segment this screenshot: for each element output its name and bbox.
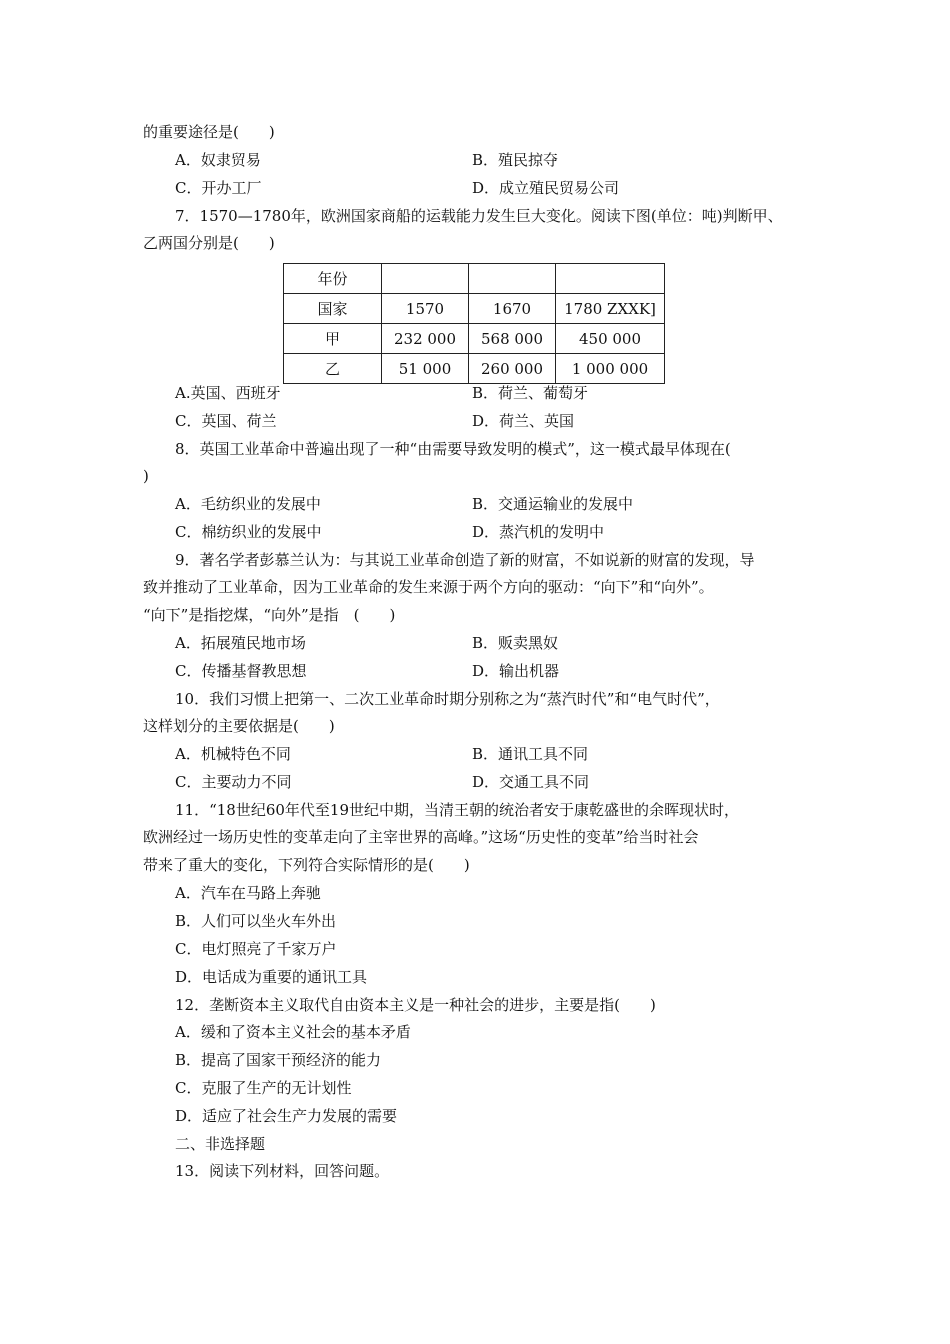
q12-stem-line1: 12．垄断资本主义取代自由资本主义是一种社会的进步，主要是指( )	[175, 996, 656, 1014]
q10-stem-line2: 这样划分的主要依据是( )	[143, 717, 335, 735]
q8-option-d: D．蒸汽机的发明中	[472, 523, 605, 541]
q7-data-table	[283, 263, 665, 384]
q9-stem-line1: 9．著名学者彭慕兰认为：与其说工业革命创造了新的财富，不如说新的财富的发现，导	[175, 551, 755, 569]
q9-option-d: D．输出机器	[472, 662, 560, 680]
q9-stem-line3: “向下”是指挖煤，“向外”是指 ( )	[143, 606, 396, 624]
table-cell: 232 000	[382, 324, 469, 354]
q8-stem-line1: 8．英国工业革命中普遍出现了一种“由需要导致发明的模式”，这一模式最早体现在(	[175, 440, 731, 458]
table-row	[284, 354, 665, 384]
q9-option-b: B．贩卖黑奴	[472, 634, 559, 652]
q9-option-a: A．拓展殖民地市场	[175, 634, 306, 652]
q11-option-b: B．人们可以坐火车外出	[175, 912, 337, 930]
q10-option-c: C．主要动力不同	[175, 773, 292, 791]
table-header-year: 年份	[284, 264, 382, 294]
q9-stem-line2: 致并推动了工业革命，因为工业革命的发生来源于两个方向的驱动：“向下”和“向外”。	[143, 578, 714, 596]
table-cell	[469, 264, 556, 294]
table-cell: 260 000	[469, 354, 556, 384]
q6-option-d: D．成立殖民贸易公司	[472, 179, 620, 197]
q13-stem: 13．阅读下列材料，回答问题。	[175, 1162, 390, 1180]
q8-stem-line2: )	[143, 467, 149, 485]
table-header-country: 国家	[284, 294, 382, 324]
q12-option-c: C．克服了生产的无计划性	[175, 1079, 352, 1097]
q11-option-a: A．汽车在马路上奔驰	[175, 884, 321, 902]
q11-stem-line2: 欧洲经过一场历史性的变革走向了主宰世界的高峰。”这场“历史性的变革”给当时社会	[143, 828, 699, 846]
q6-option-b: B．殖民掠夺	[472, 151, 559, 169]
q7-option-d: D．荷兰、英国	[472, 412, 575, 430]
q6-stem-tail: 的重要途径是( )	[143, 123, 275, 141]
q8-option-b: B．交通运输业的发展中	[472, 495, 634, 513]
q10-option-a: A．机械特色不同	[175, 745, 291, 763]
table-year-1570: 1570	[382, 294, 469, 324]
q6-option-a: A．奴隶贸易	[175, 151, 261, 169]
q9-option-c: C．传播基督教思想	[175, 662, 307, 680]
table-cell: 568 000	[469, 324, 556, 354]
table-year-1780: 1780 ZXXK]	[556, 294, 665, 324]
q8-option-c: C．棉纺织业的发展中	[175, 523, 322, 541]
table-cell: 450 000	[556, 324, 665, 354]
q7-option-b: B．荷兰、葡萄牙	[472, 384, 589, 402]
q10-option-d: D．交通工具不同	[472, 773, 590, 791]
table-row	[284, 324, 665, 354]
q6-option-c: C．开办工厂	[175, 179, 262, 197]
q12-option-b: B．提高了国家干预经济的能力	[175, 1051, 382, 1069]
q8-option-a: A．毛纺织业的发展中	[175, 495, 321, 513]
q10-option-b: B．通讯工具不同	[472, 745, 589, 763]
q11-option-c: C．电灯照亮了千家万户	[175, 940, 337, 958]
q7-stem-line1: 7．1570—1780年，欧洲国家商船的运载能力发生巨大变化。阅读下图(单位：吨)判断甲、	[175, 207, 783, 225]
table-cell: 1 000 000	[556, 354, 665, 384]
table-country-jia: 甲	[284, 324, 382, 354]
q7-option-a: A.英国、西班牙	[175, 384, 281, 402]
table-country-yi: 乙	[284, 354, 382, 384]
q11-stem-line1: 11．“18世纪60年代至19世纪中期，当清王朝的统治者安于康乾盛世的余晖现状时，	[175, 801, 740, 819]
q11-stem-line3: 带来了重大的变化，下列符合实际情形的是( )	[143, 856, 470, 874]
table-year-1670: 1670	[469, 294, 556, 324]
table-cell: 51 000	[382, 354, 469, 384]
section-heading: 二、非选择题	[175, 1135, 266, 1153]
q12-option-d: D．适应了社会生产力发展的需要	[175, 1107, 398, 1125]
q10-stem-line1: 10．我们习惯上把第一、二次工业革命时期分别称之为“蒸汽时代”和“电气时代”，	[175, 690, 720, 708]
q11-option-d: D．电话成为重要的通讯工具	[175, 968, 368, 986]
q12-option-a: A．缓和了资本主义社会的基本矛盾	[175, 1023, 411, 1041]
q7-option-c: C．英国、荷兰	[175, 412, 277, 430]
table-cell	[382, 264, 469, 294]
q7-stem-line2: 乙两国分别是( )	[143, 234, 275, 252]
table-cell	[556, 264, 665, 294]
